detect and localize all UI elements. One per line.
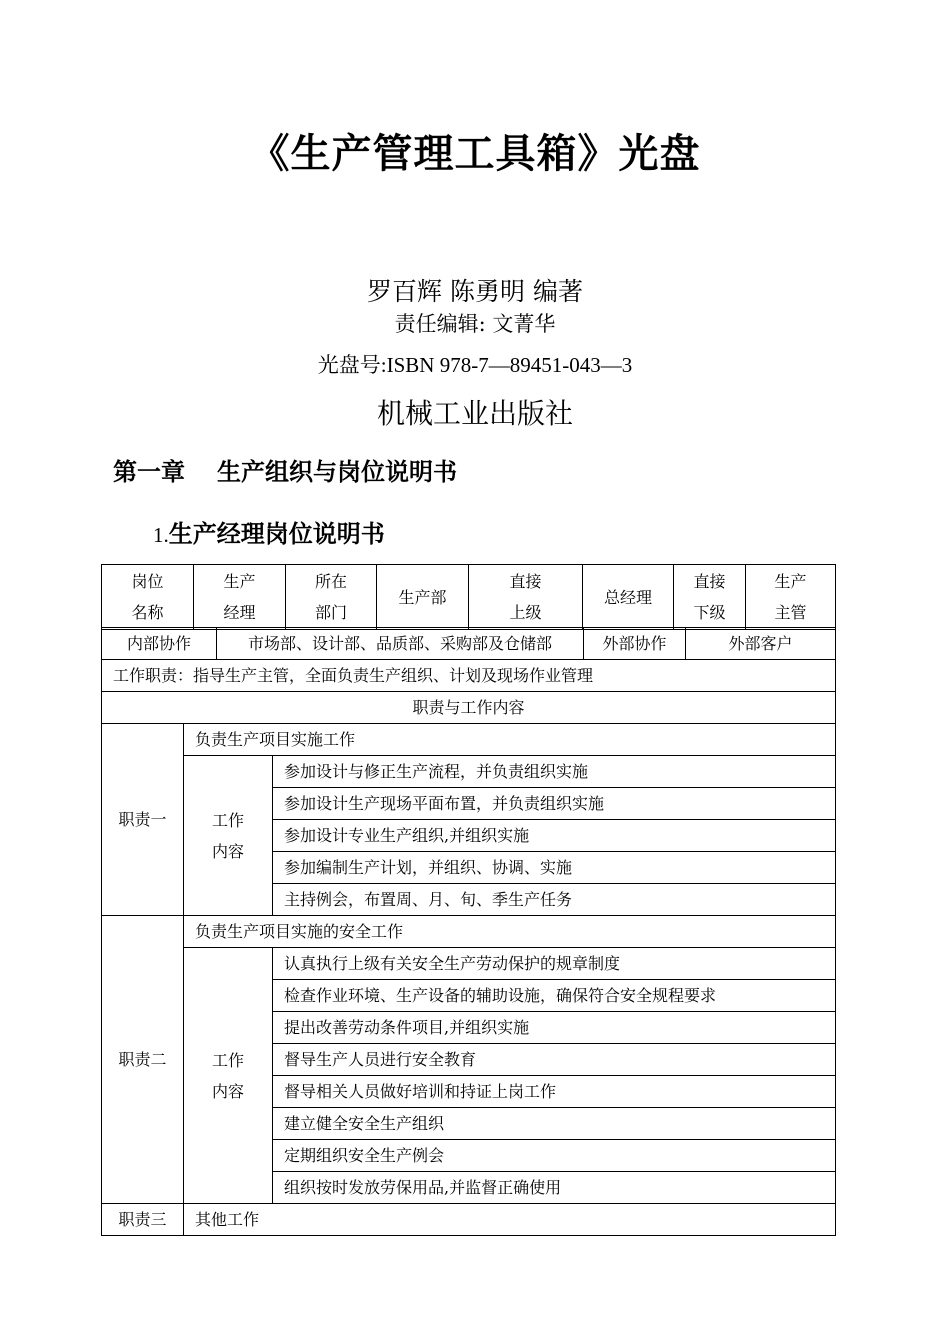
duty2-item: 组织按时发放劳保用品,并监督正确使用	[273, 1172, 836, 1204]
duty1-item: 参加设计生产现场平面布置，并负责组织实施	[273, 788, 836, 820]
duty1-item: 参加编制生产计划，并组织、协调、实施	[273, 852, 836, 884]
duty3-title: 其他工作	[184, 1204, 836, 1236]
job-header-table	[101, 564, 836, 630]
external-coop-value: 外部客户	[686, 628, 836, 660]
internal-coop-label: 内部协作	[102, 628, 217, 660]
internal-coop-value: 市场部、设计部、品质部、采购部及仓储部	[217, 628, 584, 660]
duty2-title: 负责生产项目实施的安全工作	[184, 916, 836, 948]
department-label: 所在 部门	[286, 565, 377, 630]
job-duty-summary: 工作职责：指导生产主管，全面负责生产组织、计划及现场作业管理	[102, 660, 836, 692]
duty2-item: 督导相关人员做好培训和持证上岗工作	[273, 1076, 836, 1108]
duty1-title: 负责生产项目实施工作	[184, 724, 836, 756]
duties-table	[101, 659, 836, 1236]
position-value: 生产 经理	[194, 565, 286, 630]
duty2-item: 定期组织安全生产例会	[273, 1140, 836, 1172]
chapter-heading	[113, 452, 457, 487]
duty2-item: 建立健全安全生产组织	[273, 1108, 836, 1140]
subordinate-label: 直接 下级	[674, 565, 746, 630]
duty1-item: 参加设计专业生产组织,并组织实施	[273, 820, 836, 852]
position-label: 岗位 名称	[102, 565, 194, 630]
external-coop-label: 外部协作	[584, 628, 686, 660]
duty2-item: 认真执行上级有关安全生产劳动保护的规章制度	[273, 948, 836, 980]
chapter-number: 第一章	[113, 458, 185, 486]
section-number: 1.	[153, 523, 169, 547]
duty2-work-content-label: 工作 内容	[184, 948, 273, 1204]
document-title: 《生产管理工具箱》光盘	[249, 131, 701, 177]
duty2-label: 职责二	[102, 916, 184, 1204]
superior-value: 总经理	[583, 565, 674, 630]
publisher: 机械工业出版社	[376, 397, 573, 430]
department-value: 生产部	[377, 565, 469, 630]
duty2-item: 督导生产人员进行安全教育	[273, 1044, 836, 1076]
authors: 罗百辉 陈勇明 编著	[367, 277, 583, 306]
duty1-label: 职责一	[102, 724, 184, 916]
cooperation-table	[101, 627, 836, 660]
chapter-title: 生产组织与岗位说明书	[217, 458, 457, 486]
editor: 责任编辑: 文菁华	[394, 312, 556, 336]
duty2-item: 检查作业环境、生产设备的辅助设施，确保符合安全规程要求	[273, 980, 836, 1012]
duty2-item: 提出改善劳动条件项目,并组织实施	[273, 1012, 836, 1044]
duty3-label: 职责三	[102, 1204, 184, 1236]
duty1-item: 主持例会，布置周、月、旬、季生产任务	[273, 884, 836, 916]
duty1-work-content-label: 工作 内容	[184, 756, 273, 916]
duties-header: 职责与工作内容	[102, 692, 836, 724]
superior-label: 直接 上级	[469, 565, 583, 630]
subordinate-value: 生产 主管	[746, 565, 836, 630]
isbn: 光盘号:ISBN 978-7—89451-043—3	[317, 353, 633, 377]
section-title: 生产经理岗位说明书	[168, 520, 385, 548]
section-heading	[153, 514, 385, 549]
duty1-item: 参加设计与修正生产流程，并负责组织实施	[273, 756, 836, 788]
